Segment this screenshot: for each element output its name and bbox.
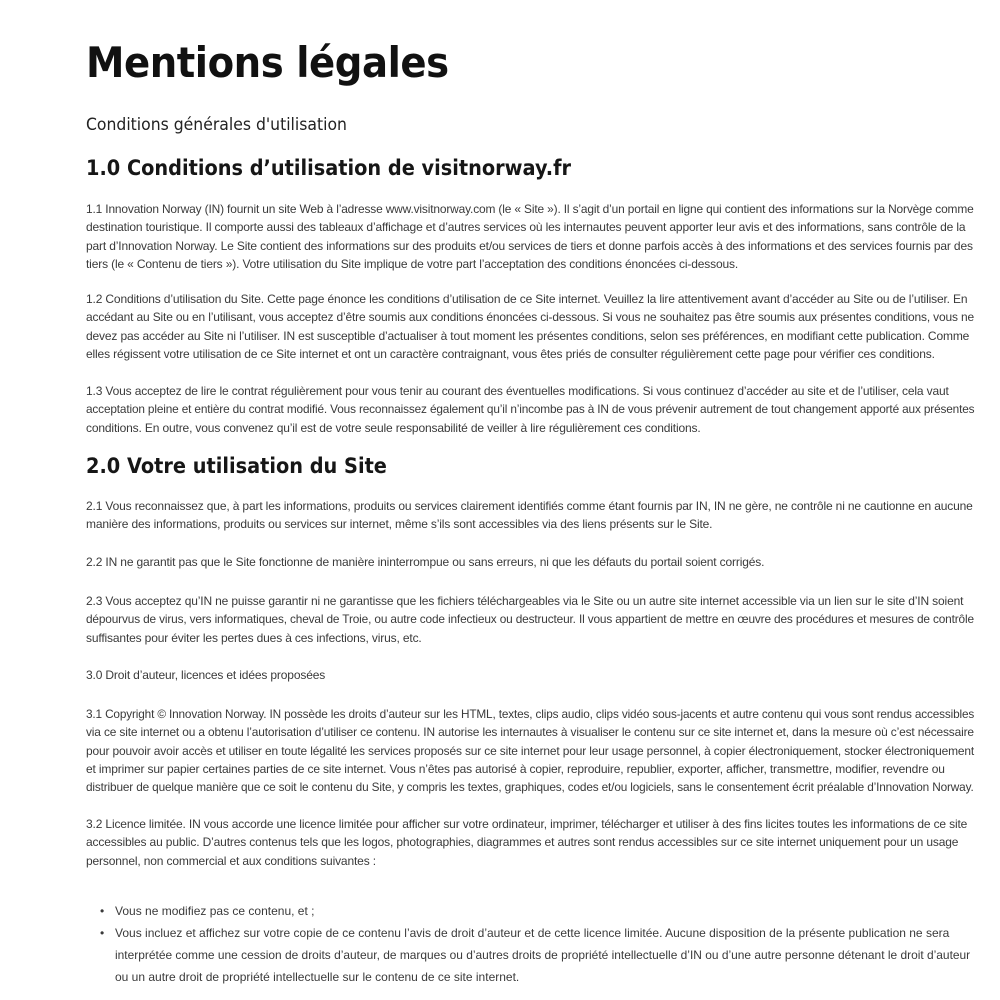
list-item — [100, 922, 970, 988]
section-heading-1: 1.0 Conditions d’utilisation de visitnorway.fr — [86, 156, 572, 180]
text-line: 1.3 Vous acceptez de lire le contrat régulièrement pour vous tenir au courant des éventuelles modifications. Si vous continuez d’accéder au site et de l’utiliser, cela vaut — [86, 384, 949, 398]
text-line: conditions. En outre, vous convenez qu’il est de votre seule responsabilité de veiller à lire régulièrement ces conditions. — [86, 420, 701, 435]
text-line: 3.1 Copyright © Innovation Norway. IN possède les droits d’auteur sur les HTML, textes, clips audio, clips vidéo sous-jacents et autre contenu qui vous sont rendus accessibles — [86, 707, 975, 721]
paragraph-1-3 — [86, 382, 974, 437]
text-line: 1.2 Conditions d’utilisation du Site. Cette page énonce les conditions d’utilisation de ce Site internet. Veuillez la lire attentivement avant d’accéder au Site ou de l’utiliser. En — [86, 292, 968, 306]
page-title: Mentions légales — [86, 38, 449, 87]
page-subtitle: Conditions générales d'utilisation — [86, 115, 347, 135]
section-heading-2: 2.0 Votre utilisation du Site — [86, 454, 387, 478]
text-line: pour pouvoir avoir accès et utiliser en toute légalité les services proposés sur ce site internet pour leur usage personnel, à copier électroniquement, stocker électroniquement — [86, 743, 975, 758]
conditions-list — [100, 900, 970, 988]
paragraph-2-3 — [86, 592, 974, 647]
text-line: 2.1 Vous reconnaissez que, à part les informations, produits ou services clairement identifiés comme étant fournis par IN, IN ne gère, ne contrôle ni ne cautionne en aucune — [86, 499, 973, 513]
text-line: destination touristique. Il comporte aussi des tableaux d’affichage et d’autres services où les internautes peuvent apporter leur avis et des informations, sans contrôle de la — [86, 220, 966, 235]
text-line: Vous ne modifiez pas ce contenu, et ; — [115, 904, 315, 918]
text-line: et imprimer sur papier certaines parties de ce site internet. Vous n’êtes pas autorisé à copier, reproduire, republier, exporter, afficher, transmettre, modifier, revendre ou — [86, 761, 945, 776]
text-line: part d’Innovation Norway. Le Site contient des informations sur des produits et/ou services de tiers et donne parfois accès à des informations et des services fournis par des — [86, 238, 973, 253]
paragraph-3-2 — [86, 815, 974, 870]
text-line: 2.2 IN ne garantit pas que le Site fonctionne de manière ininterrompue ou sans erreurs, ni que les défauts du portail soient corrigés. — [86, 555, 765, 569]
text-line: 3.0 Droit d’auteur, licences et idées proposées — [86, 668, 326, 682]
text-line: elles régissent votre utilisation de ce Site internet et ont un caractère contraignant, vous êtes priés de consulter régulièrement cette page pour vérifier ces conditions. — [86, 346, 935, 361]
text-line: via ce site internet ou a obtenu l’autorisation d’utiliser ce contenu. IN autorise les internautes à visualiser le contenu sur ce site internet et, dans la mesure où c’est nécessaire — [86, 725, 974, 740]
text-line: 2.3 Vous acceptez qu’IN ne puisse garantir ni ne garantisse que les fichiers téléchargeables via le Site ou un autre site internet accessible via un lien sur le site d’IN soient — [86, 594, 964, 608]
text-line: tiers (le « Contenu de tiers »). Votre utilisation du Site implique de votre part l’acceptation des conditions énoncées ci-dessous. — [86, 256, 739, 271]
paragraph-3-1 — [86, 705, 974, 796]
text-line: manière des informations, produits ou services sur internet, même s’ils sont accessibles via des liens présents sur le Site. — [86, 517, 713, 532]
text-line: suffisantes pour éviter les pertes dues à ces infections, virus, etc. — [86, 630, 422, 645]
text-line: accédant au Site ou en l’utilisant, vous acceptez d’être soumis aux conditions énoncées ci-dessous. Si vous ne souhaitez pas être soumis aux présentes conditions, vous ne — [86, 310, 975, 325]
text-line: dépourvus de virus, vers informatiques, cheval de Troie, ou autre code infectieux ou destructeur. Il vous appartient de mettre en œuvre des procédures et mesures de contrôle — [86, 612, 974, 627]
bullet-icon: • — [100, 904, 105, 918]
text-line: ou un autre droit de propriété intellectuelle sur le contenu de ce site internet. — [115, 970, 520, 984]
text-line: devez pas accéder au Site ni l’utiliser. IN est susceptible d’actualiser à tout moment les présentes conditions, selon ses préférences, en modifiant cette publication. Comme — [86, 328, 970, 343]
list-item — [100, 900, 970, 922]
text-line: interprétée comme une cession de droits d’auteur, de marques ou d’autres droits de propriété intellectuelle d’IN ou d’une autre personne détenant le droit d’auteur — [115, 948, 971, 962]
text-line: 3.2 Licence limitée. IN vous accorde une licence limitée pour afficher sur votre ordinateur, imprimer, télécharger et utiliser à des fins licites toutes les informations de ce site — [86, 817, 968, 831]
text-line: Vous incluez et affichez sur votre copie de ce contenu l’avis de droit d’auteur et de cette licence limitée. Aucune disposition de la présente publication ne sera — [115, 926, 950, 940]
text-line: accessibles au public. D’autres contenus tels que les logos, photographies, diagrammes et autres sont rendus accessibles sur ce site internet uniquement pour un usage — [86, 835, 959, 850]
paragraph-2-2 — [86, 553, 974, 571]
text-line: personnel, non commercial et aux conditions suivantes : — [86, 853, 376, 868]
bullet-icon: • — [100, 926, 105, 940]
paragraph-1-2 — [86, 290, 974, 363]
paragraph-2-1 — [86, 497, 974, 534]
section-3-heading — [86, 666, 974, 684]
text-line: acceptation pleine et entière du contrat modifié. Vous reconnaissez également qu’il n’incombe pas à IN de vous prévenir autrement de tout changement apporté aux présentes — [86, 402, 975, 417]
text-line: distribuer de quelque manière que ce soit le contenu du Site, y compris les textes, graphiques, codes et/ou logiciels, sans le consentement écrit préalable d’Innovation Norway. — [86, 780, 974, 795]
text-line: 1.1 Innovation Norway (IN) fournit un site Web à l’adresse www.visitnorway.com (le « Site »). Il s’agit d’un portail en ligne qui contient des informations sur la Norvège comme — [86, 202, 974, 216]
paragraph-1-1 — [86, 200, 974, 273]
